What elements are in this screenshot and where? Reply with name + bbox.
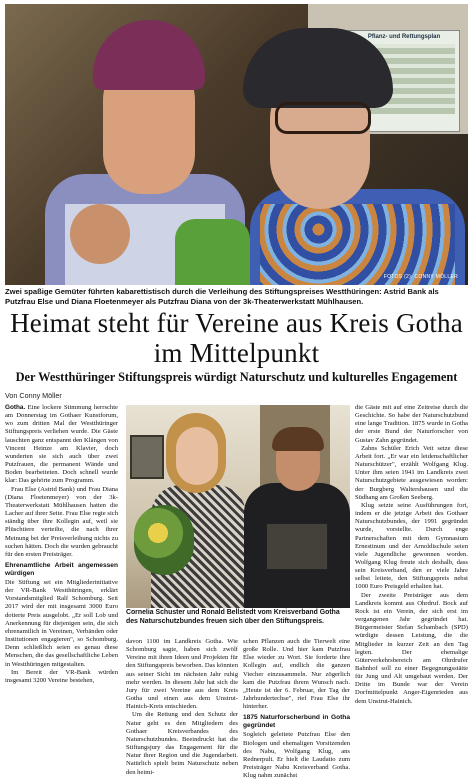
wall-picture	[130, 435, 164, 479]
person-left-hand	[70, 204, 130, 264]
sign-title: Pflanz- und Rettungsplan	[367, 34, 441, 40]
paragraph: Der zweite Preisträger aus dem Landkreis kommt aus Ohrdruf. Bock auf Rock ist ein Verein, der sich erst im vergangenen Jahr gegründet hat. Bürgermeister Stefan Schambach (SPD) würdigte dessen Leistung, die die Mitglieder in kurzer Zeit an den Tag legten. Der ehemalige Güterverkehrsbereich am Ohrdrufer Bahnhof soll zu einer Begegnungsstätte für Jung und Alt umgebaut werden. Der Dritte im Bunde war der Verein Dorfmittelpunkt Anger-Eigenrieden aus dem Unstrut-Hainich.	[355, 591, 468, 705]
woman-face	[176, 427, 218, 485]
paragraph: Klug setzte seine Ausführungen fort, indem er die jetzige Arbeit des Gothaer Naturschutzbundes, der 1991 gegründet wurde, vorstellte. Durch enge Partnerschaften mit dem Gymnasium Ernestinum und der Arnoldischule seien viele Jugendliche gewonnen worden. Wolfgang Klug freute sich deshalb, dass sein Kreisverband, den er viele Jahre selbst leitete, den Stiftungspreis nebst 1000 Euro Preisgeld erhalten hat.	[355, 501, 468, 591]
person-right-glasses	[275, 102, 371, 134]
paragraph: davon 1100 im Landkreis Gotha. Wie Schomburg sagte, haben sich zwölf Vereine mit ihren Ideen und Projekten für den Stiftungspreis beworben. Das könnten aus seiner Sicht im nächsten Jahr ruhig mehr werden. In diesem Jahr hat sich die Jury für zwei Vereine aus dem Kreis Gotha und einen aus dem Unstrut-Hainich-Kreis entschieden.	[126, 638, 238, 711]
paragraph: Sogleich geleitete Putzfrau Else den Biologen und ehemaligen Vorsitzenden des Nabu, Wolfgang Klug, ans Rednerpult. Er hielt die Laudatio zum Preisträger Nabu Kreisverband Gotha. Klug nahm zunächst	[243, 731, 350, 780]
paragraph: Zahns Schüler Erich Veit setze diese Arbeit fort. „Er war ein leidenschaftlicher Naturschützer", erzählt Wolfgang Klug. Unter ihm seien 1941 im Landkreis zwei Naturschutzgebiete ausgewiesen worden: der Burgberg Waltershausen und die Südhang am Großen Seeberg.	[355, 444, 468, 501]
paragraph: schen Pflanzen auch die Tierwelt eine große Rolle. Und hier kam Putzfrau Else wieder zu Wort. Sie forderte ihre Kollegin auf, endlich die ganzen Viecher einzusammeln. Nur zögerlich kam die Putzfrau ihrem Wunsch nach. „Heute ist der 6. Februar, der Tag der Jahrhundertechse", rief Frau Else ihr hinterher.	[243, 638, 350, 711]
byline: Von Conny Möller	[5, 391, 62, 400]
certificate	[266, 523, 328, 570]
green-cloth	[175, 219, 250, 285]
subheadline: Der Westthüringer Stiftungspreis würdigt Naturschutz und kulturelles Engagement	[15, 370, 458, 384]
article-column-3	[243, 638, 350, 780]
headline: Heimat steht für Vereine aus Kreis Gotha im Mittelpunkt	[10, 308, 463, 368]
top-photo	[5, 4, 468, 285]
subheading: 1875 Naturforscherbund in Gotha gegründet	[243, 714, 350, 730]
man-hair	[272, 427, 324, 451]
photo-caption-middle: Cornelia Schuster und Ronald Bellstedt vom Kreisverband Gotha des Naturschutzbundes freuen sich über den Stiftungspreis.	[126, 609, 340, 625]
photo-caption-top: Zwei spaßige Gemüter führten kabarettistisch durch die Verleihung des Stiftungspreises Westthüringen: Astrid Bank als Putzfrau Else und Diana Floetenmeyer als Putzfrau Diana von der 3k-Theaterwerkstatt Mühlhausen.	[5, 287, 439, 306]
article-column-2	[126, 638, 238, 777]
paragraph: die Gäste mit auf eine Zeitreise durch die Geschichte. So habe der Naturschutzbund eine lange Tradition. 1875 wurde in Gotha der erste Bund der Naturforscher von Gustav Zahn gegründet.	[355, 404, 468, 444]
paragraph-text: Eine lockere Stimmung herrschte am Donnerstag im Gothaer Kunstforum, wo zum dritten Mal der Westthüringer Stiftungspreis verliehen wurde. Die Gäste lauschten ganz entspannt den Klängen von Vincent Heinze am Klavier, doch wunderten sie sich auch über zwei Putzfrauen, die permanent Wände und Boden bearbeiteten. Doch schnell wurde klar: Das gehörte zum Programm.	[5, 404, 118, 485]
middle-photo	[126, 405, 350, 608]
person-left-headscarf	[93, 20, 205, 90]
paragraph	[5, 404, 118, 486]
photo-credit-top: FOTOS (2): CONNY MÖLLER	[383, 274, 458, 280]
article-column-4	[355, 404, 468, 706]
dateline: Gotha.	[5, 404, 26, 411]
subheading: Ehrenamtliche Arbeit angemessen würdigen	[5, 561, 118, 577]
person-right-patterned-dress	[260, 204, 455, 285]
paragraph: Um die Rettung und den Schutz der Natur geht es den Mitgliedern des Gothaer Kreisverbandes des Naturschutzbundes. Beeindruckt hat die Stiftungsjury das Engagement für die Natur ihrer Region und die Jugendarbeit. Natürlich spielt beim Naturschutz neben den heimi-	[126, 711, 238, 776]
paragraph: Frau Else (Astrid Bank) und Frau Diana (Diana Floetenmeyer) von der 3k-Theaterwerkstatt Mühlhausen hatten die Lacher auf ihrer Seite. Frau Else regte sich ständig über ihre Kollegin auf, weil sie Plüschtiere verteilte, die nach ihrer Meinung bei der Preisverleihung nichts zu suchen hätten. Doch die wurden gebraucht für den ersten Preisträger.	[5, 485, 118, 558]
article-column-1	[5, 404, 118, 685]
paragraph: Die Stiftung sei ein Mitgliederinitiative der VR-Bank Westthüringen, erklärt Vorstandsmitglied Ralf Schomburg. Seit 2017 wird der mit insgesamt 3000 Euro dotierte Preis ausgelobt. „Er soll Lob und Anerkennung für diejenigen sein, die sich ehrenamtlich in Vereinen, Verbänden oder Institutionen engagieren", so Schomburg. Denn schließlich seien es genau diese Menschen, die das gesellschaftliche Leben in Westthüringen mitgestalten.	[5, 578, 118, 668]
paragraph: Im Bereit der VR-Bank würden insgesamt 3200 Vereine bestehen,	[5, 668, 118, 684]
flower-bouquet	[134, 505, 194, 575]
